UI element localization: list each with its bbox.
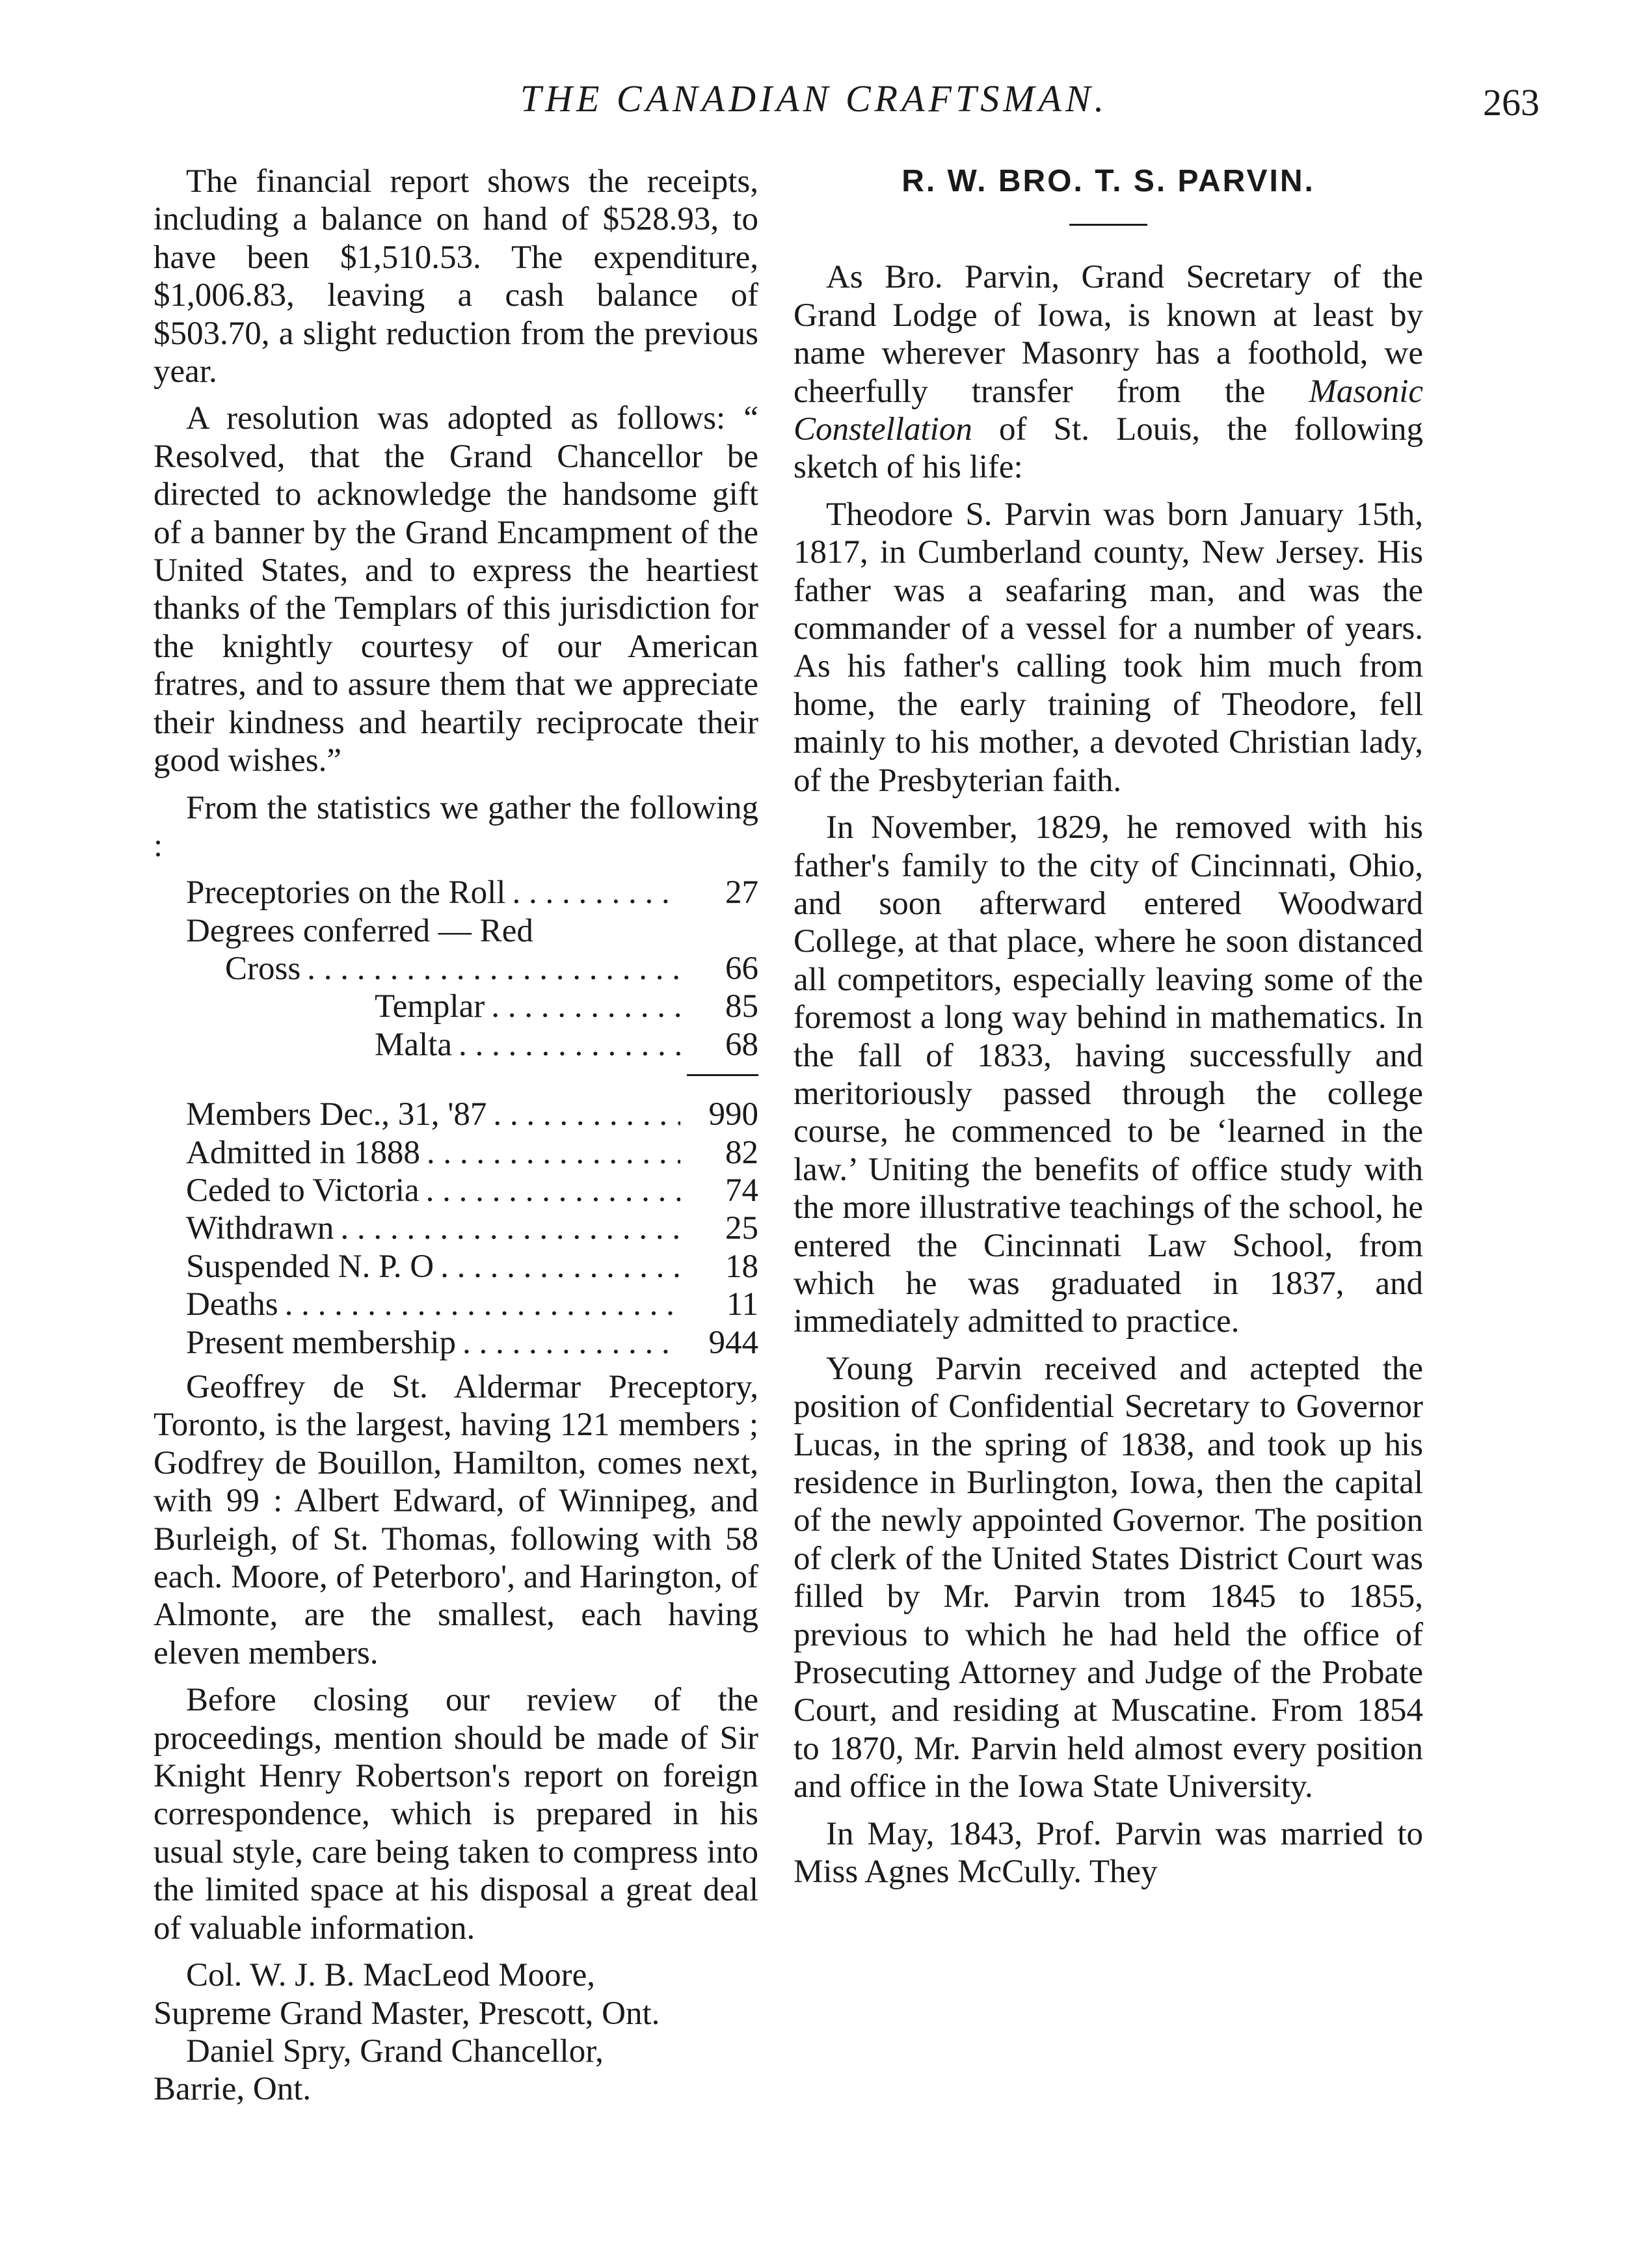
dot-leader (285, 1286, 680, 1323)
stat-value: 27 (725, 874, 758, 911)
stat-value: 82 (725, 1134, 758, 1171)
dot-leader (491, 988, 680, 1025)
page-number: 263 (1483, 81, 1540, 124)
career-paragraph: Young Parvin received and actepted the position of Confidential Secretary to Governor Lucas, in the spring of 1838, and took up his residence in Burlington, Iowa, then the capital of the newly appointed Governor. The position of clerk of the United States District Court was filled by Mr. Parvin trom 1845 to 1855, previous to which he had held the office of Prosecuting Attorney and Judge of the Probate Court, and residing at Muscatine. From 1854 to 1870, Mr. Parvin held almost every position and office in the Iowa State University. (794, 1350, 1423, 1805)
left-column (153, 163, 758, 2109)
dot-leader (512, 874, 680, 911)
stat-value: 68 (725, 1026, 758, 1063)
signature-line: Barrie, Ont. (153, 2071, 312, 2108)
stat-label: Deaths (186, 1286, 278, 1323)
intro-text: of St. Louis, the following sketch of his life: (794, 411, 1423, 486)
dot-leader (440, 1248, 680, 1286)
stat-row (186, 1324, 758, 1362)
stat-row (186, 950, 758, 988)
dot-leader (462, 1324, 680, 1362)
stat-row (186, 1248, 758, 1286)
dot-leader (493, 1096, 680, 1133)
stat-value: 18 (725, 1248, 758, 1285)
stat-row (186, 1096, 758, 1133)
stat-row (186, 1172, 758, 1209)
article-title: R. W. BRO. T. S. PARVIN. (901, 164, 1315, 198)
degrees-heading: Degrees conferred — Red (186, 912, 533, 949)
statistics-table (186, 874, 758, 1362)
stat-label: Members Dec., 31, '87 (186, 1096, 487, 1133)
correspondence-paragraph: Before closing our review of the proceedings, mention should be made of Sir Knight Henry Robertson's report on foreign correspondence, which is prepared in his usual style, care being taken to compress into the limited space at his disposal a great deal of valuable information. (153, 1682, 758, 1947)
stat-label: Suspended N. P. O (186, 1248, 434, 1285)
birth-paragraph: Theodore S. Parvin was born January 15th, 1817, in Cumberland county, New Jersey. His father was a seafaring man, and was the commander of a vessel for a number of years. As his father's calling took him much from home, the early training of Theodore, fell mainly to his mother, a devoted Christian lady, of the Presbyterian faith. (794, 496, 1423, 799)
signature-line: Col. W. J. B. MacLeod Moore, (186, 1957, 595, 1994)
stat-row (186, 1209, 758, 1247)
stat-value: 944 (708, 1324, 758, 1361)
stat-row (186, 1026, 758, 1064)
preceptory-ranking-paragraph: Geoffrey de St. Aldermar Preceptory, Toronto, is the largest, having 121 members ; Godfrey de Bouillon, Hamilton, comes next, with 99 : Albert Edward, of Winnipeg, and Burleigh, of St. Thomas, following with 58 each. Moore, of Peterboro', and Harington, of Almonte, are the smallest, each having eleven members. (153, 1369, 758, 1671)
financial-report-paragraph: The financial report shows the receipts, including a balance on hand of $528.93, to have been $1,510.53. The expenditure, $1,006.83, leaving a cash balance of $503.70, a slight reduction from the previous year. (153, 163, 758, 390)
right-column (794, 163, 1423, 1900)
stat-label: Cross (225, 951, 301, 988)
stat-value: 25 (725, 1210, 758, 1247)
signature-line: Supreme Grand Master, Prescott, Ont. (153, 1995, 660, 2032)
title-rule (1069, 224, 1147, 226)
dot-leader (307, 950, 680, 988)
stat-label: Preceptories on the Roll (186, 874, 506, 911)
stat-value: 990 (708, 1096, 758, 1133)
marriage-paragraph: In May, 1843, Prof. Parvin was married to Miss Agnes McCully. They (794, 1815, 1423, 1891)
stat-label: Templar (375, 988, 485, 1025)
stat-value: 11 (726, 1286, 758, 1323)
statistics-intro: From the statistics we gather the following : (153, 789, 758, 864)
stat-label: Malta (375, 1026, 452, 1063)
dot-leader (427, 1134, 680, 1172)
stat-row (186, 1286, 758, 1323)
stat-value: 74 (725, 1172, 758, 1209)
intro-paragraph (794, 258, 1423, 486)
stat-row (186, 988, 758, 1025)
intro-text: As Bro. Parvin, Grand Secretary of the Grand Lodge of Iowa, is known at least by name wherever Masonry has a foothold, we cheerfully transfer from the (794, 259, 1423, 410)
stat-divider (186, 1074, 758, 1076)
stat-label: Admitted in 1888 (186, 1134, 420, 1171)
dot-leader (340, 1209, 680, 1247)
publication-name: Masonic Constellation (794, 373, 1423, 448)
stat-row (186, 874, 758, 911)
education-paragraph: In November, 1829, he removed with his father's family to the city of Cincinnati, Ohio, and soon afterward entered Woodward College, at that place, where he soon distanced all competitors, especially leaving some of the foremost a long way behind in mathematics. In the fall of 1833, having successfully and meritoriously passed through the college course, he commenced to be ‘learned in the law.’ Uniting the benefits of office study with the more illustrative teachings of the school, he entered the Cincinnati Law School, from which he was graduated in 1837, and immediately admitted to practice. (794, 809, 1423, 1340)
dot-leader (459, 1026, 680, 1064)
stat-row (186, 1134, 758, 1172)
stat-label: Ceded to Victoria (186, 1172, 420, 1209)
stat-value: 85 (725, 988, 758, 1025)
running-head: THE CANADIAN CRAFTSMAN. (520, 77, 1108, 120)
resolution-paragraph: A resolution was adopted as follows: “ Resolved, that the Grand Chancellor be directed to acknowledge the handsome gift of a banner by the Grand Encampment of the United States, and to express the heartiest thanks of the Templars of this jurisdiction for the knightly courtesy of our American fratres, and to assure them that we appreciate their kindness and heartily reciprocate their good wishes.” (153, 400, 758, 779)
signature-line: Daniel Spry, Grand Chancellor, (186, 2032, 604, 2070)
stat-label: Present membership (186, 1324, 456, 1361)
stat-label: Withdrawn (186, 1210, 334, 1247)
dot-leader (426, 1172, 680, 1209)
stat-value: 66 (725, 951, 758, 988)
